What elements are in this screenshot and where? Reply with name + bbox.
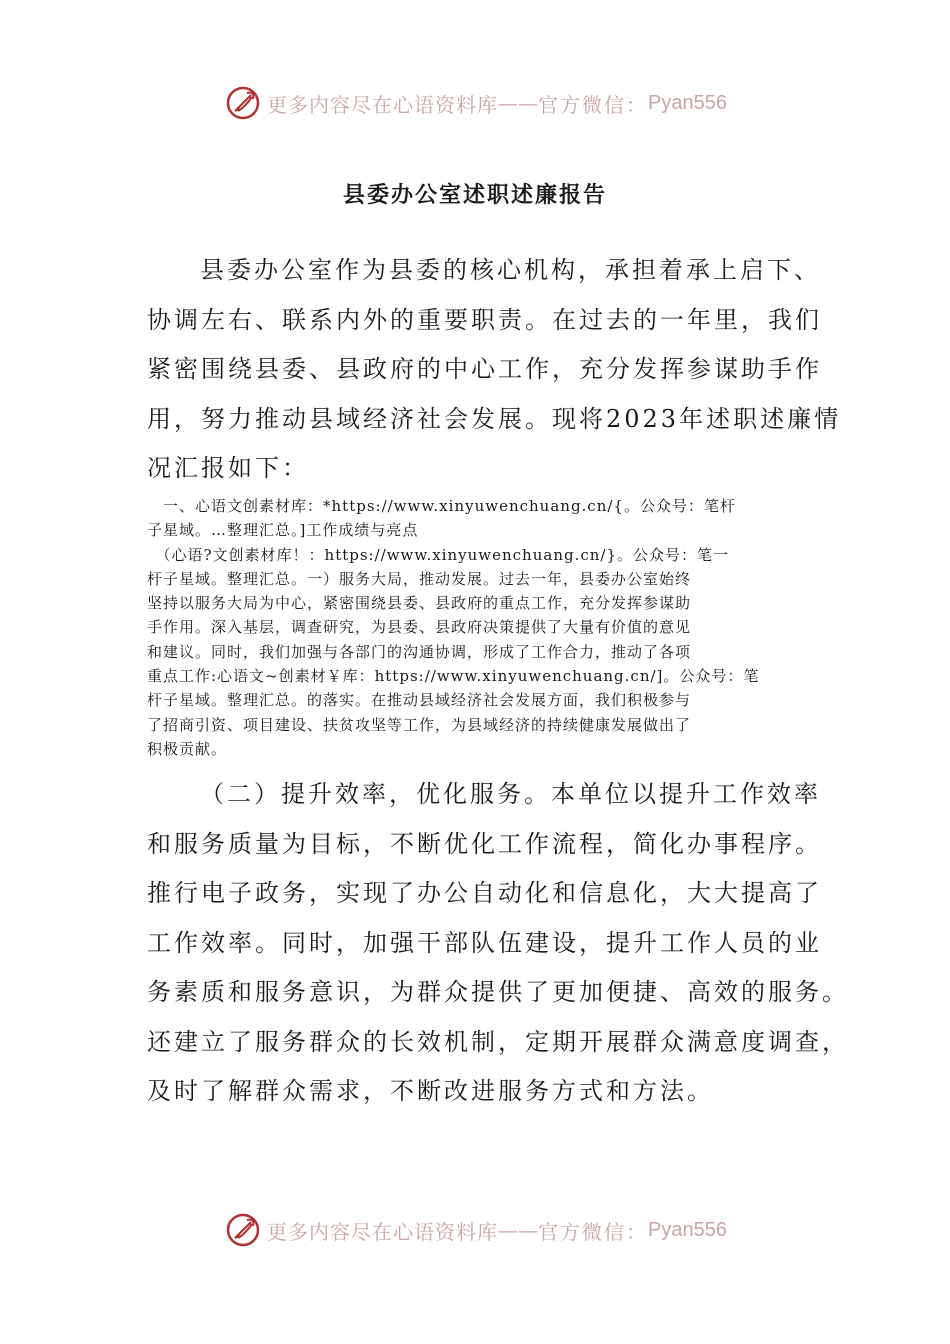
document-title: 县委办公室述职述廉报告 [342, 182, 607, 208]
text-line: 县委办公室作为县委的核心机构，承担着承上启下、 [200, 256, 821, 284]
text-line: 务素质和服务意识，为群众提供了更加便捷、高效的服务。 [147, 978, 849, 1006]
text-line: 手作用。深入基层，调查研究，为县委、县政府决策提供了大量有价值的意见 [147, 618, 692, 637]
text-line: 还建立了服务群众的长效机制，定期开展群众满意度调查， [147, 1027, 849, 1056]
footer-banner [0, 1208, 950, 1252]
text-line: （心语?文创素材库！：https://www.xinyuwenchuang.cn/}。公众号：笔一 [147, 545, 730, 564]
text-line: 用，努力推动县域经济社会发展。现将2023年述职述廉情 [147, 404, 842, 433]
achievements-paragraph [147, 494, 807, 761]
quill-logo-icon [223, 1210, 263, 1250]
header-banner [0, 81, 950, 125]
text-line: 杆子星域。整理汇总。的落实。在推动县域经济社会发展方面，我们积极参与 [147, 691, 692, 710]
quill-logo-icon [223, 83, 263, 123]
banner-wechat-id: Pyan556 [648, 1218, 727, 1241]
banner-separator: —— [498, 91, 539, 115]
banner-separator: —— [498, 1218, 539, 1242]
text-line: 了招商引资、项目建设、扶贫攻坚等工作，为县域经济的持续健康发展做出了 [147, 715, 692, 734]
text-line: 杆子星域。整理汇总。一）服务大局，推动发展。过去一年，县委办公室始终 [147, 569, 692, 588]
banner-wechat-id: Pyan556 [648, 91, 727, 114]
text-line: 重点工作:心语文~创素材￥库：https://www.xinyuwenchuang.cn/]。公众号：笔 [147, 667, 760, 686]
banner-wechat-label: 官方微信： [538, 1219, 649, 1244]
text-line: 协调左右、联系内外的重要职责。在过去的一年里，我们 [147, 305, 822, 334]
text-line: 和服务质量为目标，不断优化工作流程，简化办事程序。 [147, 829, 822, 858]
text-line: 紧密围绕县委、县政府的中心工作，充分发挥参谋助手作 [147, 355, 822, 383]
text-line: 和建议。同时，我们加强与各部门的沟通协调，形成了工作合力，推动了各项 [147, 642, 692, 661]
efficiency-paragraph [147, 770, 849, 1117]
banner-wechat-label: 官方微信： [538, 92, 649, 117]
text-line: 一、心语文创素材库：*https://www.xinyuwenchuang.cn/{。公众号：笔杆 [147, 497, 736, 515]
text-line: 推行电子政务，实现了办公自动化和信息化，大大提高了 [147, 879, 822, 907]
banner-text: 更多内容尽在心语资料库 [267, 92, 499, 117]
banner-text: 更多内容尽在心语资料库 [267, 1219, 499, 1244]
text-line: 及时了解群众需求，不断改进服务方式和方法。 [147, 1077, 714, 1105]
text-line: （二）提升效率，优化服务。本单位以提升工作效率 [200, 780, 821, 808]
text-line: 工作效率。同时，加强干部队伍建设，提升工作人员的业 [147, 928, 822, 957]
intro-paragraph [147, 246, 842, 494]
text-line: 子星域。…整理汇总。]工作成绩与亮点 [147, 521, 419, 540]
text-line: 积极贡献。 [147, 739, 228, 758]
text-line: 况汇报如下： [147, 454, 309, 482]
text-line: 坚持以服务大局为中心，紧密围绕县委、县政府的重点工作，充分发挥参谋助 [147, 594, 692, 613]
